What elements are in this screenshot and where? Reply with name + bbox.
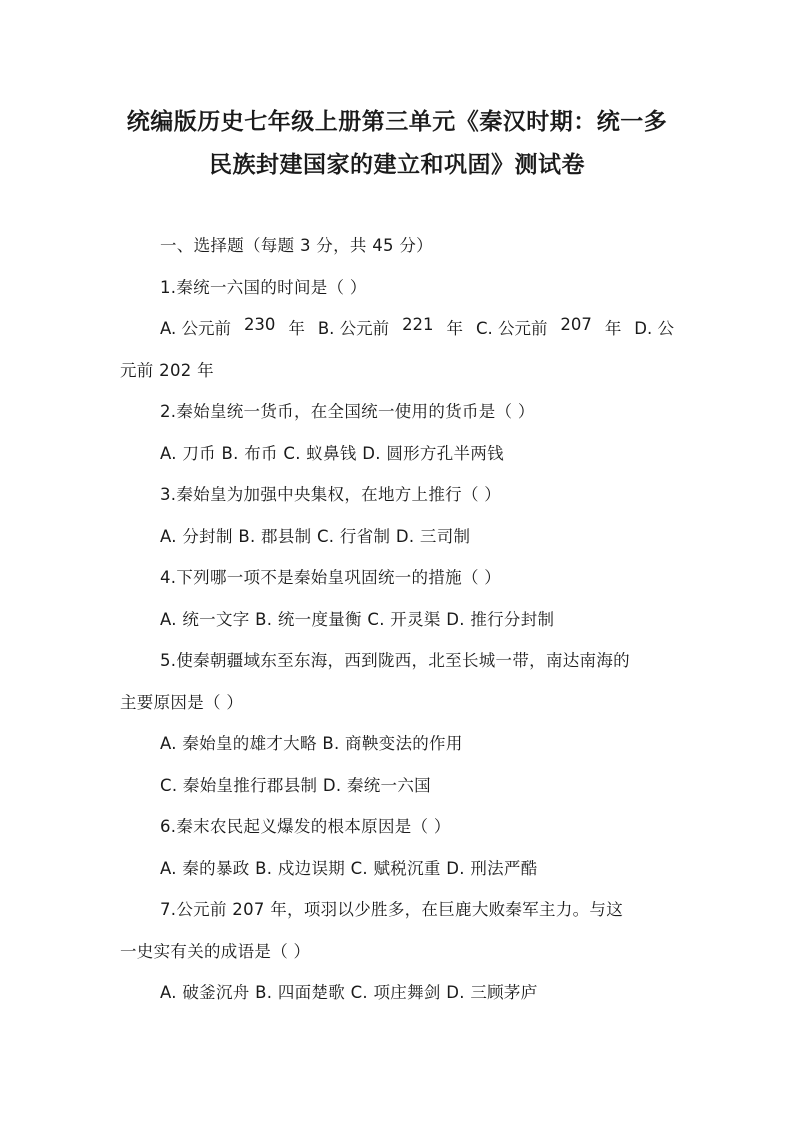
question-7-options: A. 破釜沉舟 B. 四面楚歌 C. 项庄舞剑 D. 三顾茅庐	[160, 983, 538, 1002]
question-4-stem: 4.下列哪一项不是秦始皇巩固统一的措施（ ）	[160, 568, 502, 587]
q1-option-token: 年	[446, 319, 463, 338]
document-title-line-1: 统编版历史七年级上册第三单元《秦汉时期：统一多	[126, 109, 668, 135]
q1-option-token: D. 公	[634, 319, 674, 338]
q1-option-token: 207	[560, 315, 592, 334]
question-7-stem-line-2: 一史实有关的成语是（ ）	[120, 942, 311, 961]
q1-option-token: C. 公元前	[475, 319, 548, 338]
question-5-options-line-1: A. 秦始皇的雄才大略 B. 商鞅变法的作用	[160, 734, 463, 753]
question-1-options-line-2: 元前 202 年	[120, 361, 214, 380]
question-1-options-line-1	[160, 315, 674, 339]
question-1-stem: 1.秦统一六国的时间是（ ）	[160, 278, 367, 297]
question-6-options: A. 秦的暴政 B. 戍边误期 C. 赋税沉重 D. 刑法严酷	[160, 859, 538, 878]
question-2-stem: 2.秦始皇统一货币，在全国统一使用的货币是（ ）	[160, 402, 535, 421]
question-3-options: A. 分封制 B. 郡县制 C. 行省制 D. 三司制	[160, 527, 471, 546]
document-title-line-2: 民族封建国家的建立和巩固》测试卷	[209, 152, 585, 178]
q1-option-token: 年	[604, 319, 622, 338]
q1-option-token: A. 公元前	[160, 319, 231, 338]
question-3-stem: 3.秦始皇为加强中央集权，在地方上推行（ ）	[160, 485, 502, 504]
question-5-options-line-2: C. 秦始皇推行郡县制 D. 秦统一六国	[160, 776, 431, 795]
q1-option-token: 年	[288, 319, 305, 338]
section-heading: 一、选择题（每题 3 分，共 45 分）	[160, 236, 433, 255]
question-6-stem: 6.秦末农民起义爆发的根本原因是（ ）	[160, 817, 451, 836]
question-7-stem-line-1: 7.公元前 207 年，项羽以少胜多，在巨鹿大败秦军主力。与这	[160, 900, 624, 919]
q1-option-token: 221	[402, 315, 434, 334]
question-4-options: A. 统一文字 B. 统一度量衡 C. 开灵渠 D. 推行分封制	[160, 610, 555, 629]
question-5-stem-line-1: 5.使秦朝疆域东至东海，西到陇西，北至长城一带，南达南海的	[160, 651, 630, 670]
q1-option-token: B. 公元前	[317, 319, 390, 338]
q1-option-token: 230	[243, 315, 276, 334]
question-5-stem-line-2: 主要原因是（ ）	[120, 693, 244, 712]
question-2-options: A. 刀币 B. 布币 C. 蚁鼻钱 D. 圆形方孔半两钱	[160, 444, 504, 463]
